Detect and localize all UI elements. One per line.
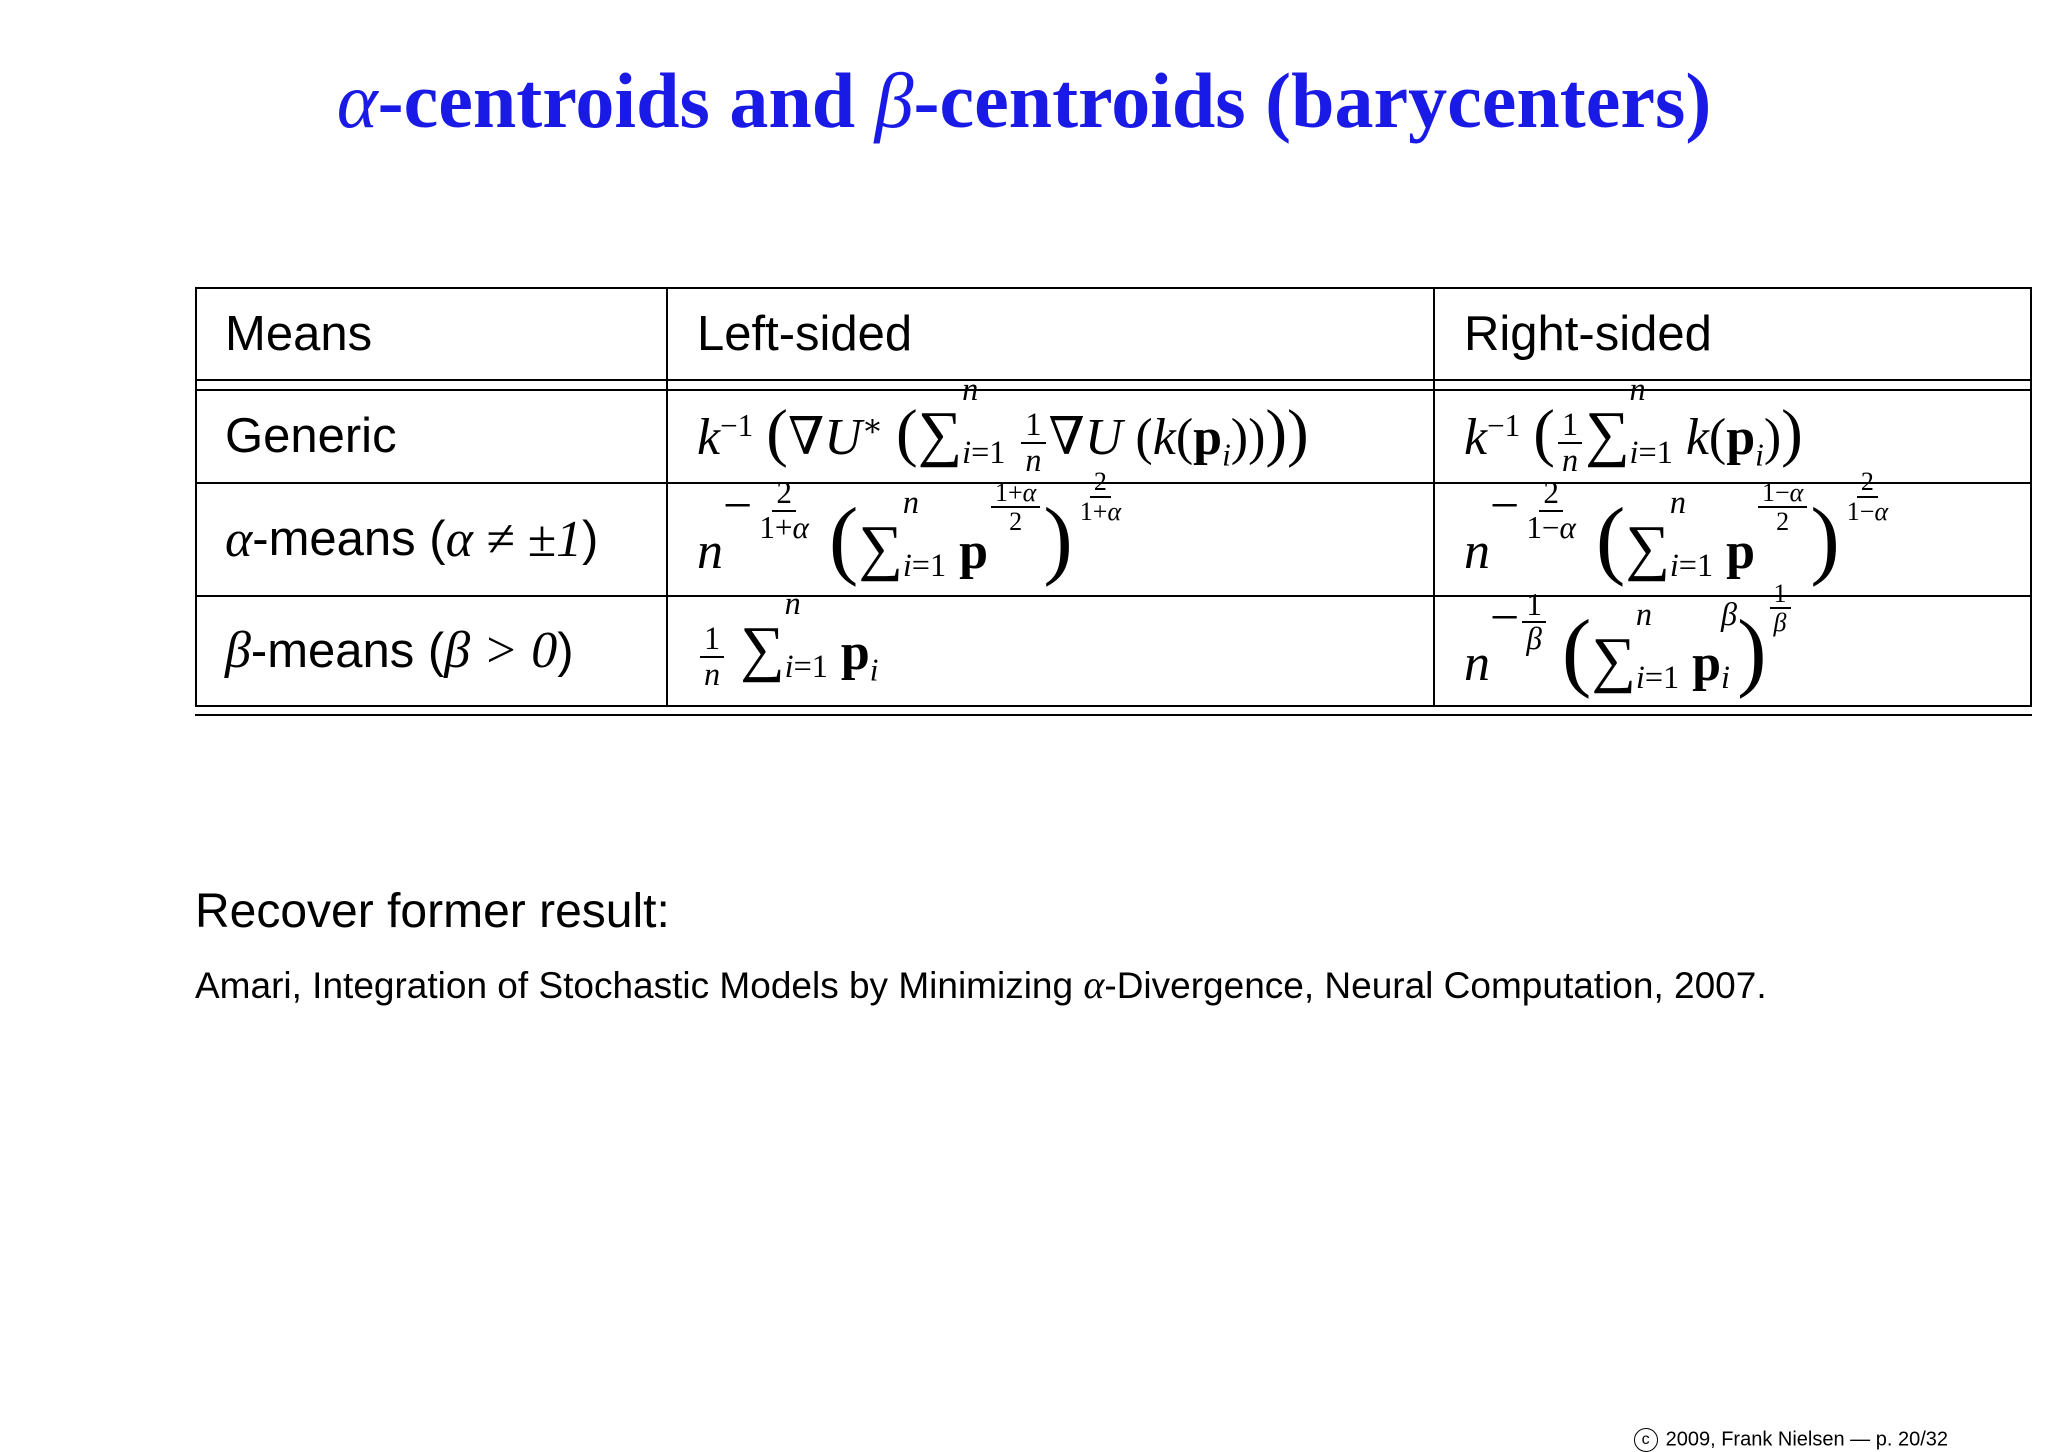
header-means: Means <box>225 306 373 361</box>
formula-generic-left: $k^{-1}$ (∇U∗ (∑ n i=1 $\frac{1}{n}$ ∇U $(k(p_i))$)) <box>697 370 1309 478</box>
copyright-icon: c <box>1634 1428 1658 1452</box>
title-text-1: -centroids and <box>377 57 875 144</box>
table-vline-left <box>195 287 197 707</box>
reference-text-2: -Divergence, Neural Computation, 2007. <box>1104 965 1767 1006</box>
table-vline-right <box>2030 287 2032 707</box>
row-generic-label: Generic <box>225 409 397 463</box>
header-left-sided: Left-sided <box>697 306 913 361</box>
table-rule-header-bottom <box>195 379 2032 381</box>
title-alpha-symbol: α <box>336 57 378 144</box>
reference-citation <box>195 956 1835 1015</box>
footer-text: 2009, Frank Nielsen — p. 20/32 <box>1665 1428 1948 1451</box>
table-vline-1 <box>666 287 668 707</box>
recover-heading: Recover former result: <box>195 885 670 938</box>
row-alpha-means-label: α -means ( α ≠ ±1 ) <box>225 510 599 568</box>
title-text-2: -centroids (barycenters) <box>913 57 1712 144</box>
slide-title <box>0 57 2048 144</box>
formula-beta-right: n− $\frac{1}{\beta}$ (∑ n i=1 p β i) $\frac{1}{\beta}$ <box>1464 597 1794 705</box>
row-beta-means-label: β -means ( β > 0 ) <box>225 622 574 679</box>
table-rule-bottom-double <box>195 714 2032 716</box>
reference-text-1: Amari, Integration of Stochastic Models by Minimizing <box>195 965 1084 1006</box>
reference-alpha-symbol: α <box>1083 962 1105 1007</box>
table-vline-2 <box>1433 287 1435 707</box>
slide-footer <box>1634 1428 1948 1452</box>
formula-alpha-left: n− $\frac{2}{1+\alpha}$ (∑ n i=1 p $\frac{1+\alpha}{2}$ ) $\frac{2}{1+\alpha}$ <box>697 467 1122 589</box>
table-rule-bottom <box>195 705 2032 707</box>
formula-generic-right: $k^{-1}$ ( $\frac{1}{n}$ ∑ n i=1 $k(p_i)$) <box>1464 370 1803 478</box>
table-rule-top <box>195 287 2032 289</box>
formula-beta-left: $\frac{1}{n}$ ∑ n i=1 $p_i$ <box>697 597 878 705</box>
formula-alpha-right: n− $\frac{2}{1-\alpha}$ (∑ n i=1 p $\frac{1-\alpha}{2}$ ) $\frac{2}{1-\alpha}$ <box>1464 467 1889 589</box>
title-beta-symbol: β <box>874 57 914 144</box>
header-right-sided: Right-sided <box>1464 306 1712 361</box>
means-table <box>195 287 2032 717</box>
